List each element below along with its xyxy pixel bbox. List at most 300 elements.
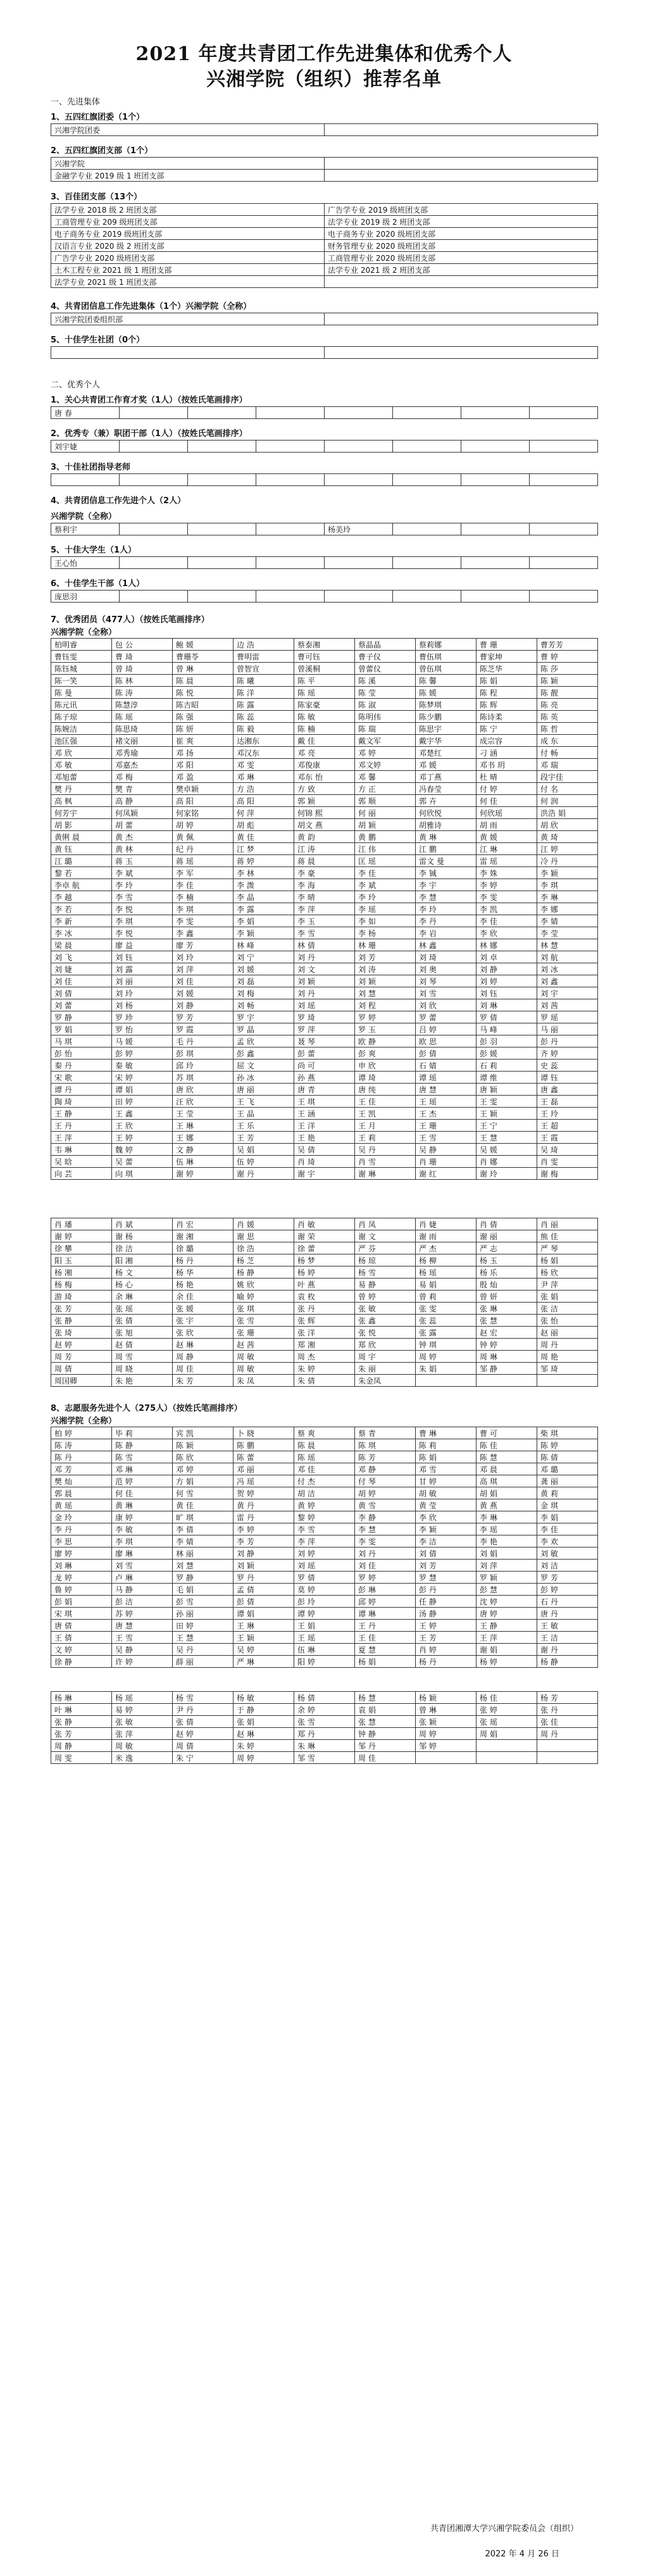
table-cell: 尹 萍 <box>537 1279 598 1291</box>
table-cell <box>416 1375 477 1387</box>
table-cell: 李 宇 <box>416 879 477 891</box>
table-row <box>51 1072 598 1084</box>
table-row <box>51 855 598 867</box>
table-cell: 徐 浩 <box>234 1242 294 1254</box>
table-cell <box>256 557 325 569</box>
table-cell: 谭 琦 <box>355 1072 416 1084</box>
nominee-table <box>51 523 598 535</box>
table-cell: 刘 洁 <box>537 1560 598 1572</box>
table-cell: 于 静 <box>234 1704 294 1716</box>
table-cell: 周 宇 <box>355 1351 416 1363</box>
table-cell: 唐 慧 <box>416 1084 477 1096</box>
table-cell: 殷 灿 <box>477 1279 537 1291</box>
table-cell: 彭 蕾 <box>294 1047 355 1060</box>
table-cell: 郭 卉 <box>416 795 477 807</box>
table-cell: 杨 玉 <box>477 1254 537 1266</box>
table-cell: 周 娟 <box>477 1728 537 1740</box>
table-row <box>51 1023 598 1035</box>
table-cell: 黄 莉 <box>537 1487 598 1499</box>
table-cell: 周 琳 <box>477 1351 537 1363</box>
table-cell: 张 芳 <box>51 1728 112 1740</box>
table-cell: 陈思宇 <box>416 723 477 735</box>
table-cell <box>120 474 188 486</box>
table-cell <box>325 474 393 486</box>
table-cell: 文 婷 <box>51 1644 112 1656</box>
table-cell: 谭 婷 <box>294 1608 355 1620</box>
table-cell: 黄 雪 <box>355 1499 416 1511</box>
table-row <box>51 1279 598 1291</box>
table-cell: 周 雯 <box>51 1752 112 1764</box>
table-cell <box>325 407 393 419</box>
table-cell: 曾 琳 <box>416 1704 477 1716</box>
table-cell <box>188 523 256 535</box>
table-cell: 刘 磊 <box>234 975 294 987</box>
table-cell: 刘 畅 <box>234 999 294 1011</box>
table-cell: 李 雪 <box>112 891 173 903</box>
table-cell: 黄 燕 <box>477 1499 537 1511</box>
table-cell: 陈 欣 <box>173 1451 234 1463</box>
table-cell: 李 军 <box>173 867 234 879</box>
table-cell: 柏 婷 <box>51 1427 112 1439</box>
table-cell: 蔡利宇 <box>51 523 120 535</box>
table-cell: 刘 瑶 <box>294 999 355 1011</box>
table-cell: 邓 丽 <box>234 1463 294 1475</box>
table-cell: 易 婷 <box>112 1704 173 1716</box>
table-cell: 法学专业 2018 级 2 班团支部 <box>51 204 325 216</box>
nominee-table <box>51 203 598 288</box>
table-cell: 谭 娟 <box>234 1608 294 1620</box>
table-cell: 樊 青 <box>112 783 173 795</box>
table-cell: 陈 强 <box>173 711 234 723</box>
table-cell: 邓 阳 <box>173 759 234 771</box>
table-cell: 刘 梅 <box>234 987 294 999</box>
table-cell: 毕 莉 <box>112 1427 173 1439</box>
table-cell: 张 珊 <box>234 1327 294 1339</box>
table-row <box>51 1291 598 1303</box>
table-cell: 罗 萍 <box>294 1023 355 1035</box>
table-cell: 朱 琳 <box>294 1740 355 1752</box>
table-cell: 李 琪 <box>112 915 173 927</box>
table-row <box>51 252 598 264</box>
table-cell <box>188 591 256 603</box>
table-cell: 王 琳 <box>234 1620 294 1632</box>
table-cell: 邓 晨 <box>477 1463 537 1475</box>
table-cell: 朱 婷 <box>234 1740 294 1752</box>
table-cell: 谭 瑶 <box>416 1072 477 1084</box>
table-cell: 邓 婷 <box>173 1463 234 1475</box>
table-cell: 谢 丽 <box>477 1230 537 1242</box>
table-cell: 曹 可 <box>477 1427 537 1439</box>
table-cell: 肖 珊 <box>416 1156 477 1168</box>
table-row <box>51 699 598 711</box>
table-cell: 李 斌 <box>355 879 416 891</box>
table-row <box>51 1475 598 1487</box>
table-cell: 陈慧淳 <box>112 699 173 711</box>
table-cell: 郭 颖 <box>294 795 355 807</box>
table-row <box>51 927 598 939</box>
table-cell: 张 倩 <box>112 1315 173 1327</box>
table-cell: 王 超 <box>537 1120 598 1132</box>
table-row <box>51 557 598 569</box>
table-cell: 柴 琪 <box>537 1427 598 1439</box>
table-cell: 邓 静 <box>355 1463 416 1475</box>
table-cell: 杨 梦 <box>294 1254 355 1266</box>
table-cell <box>120 407 188 419</box>
table-row <box>51 1572 598 1584</box>
table-cell: 王 乐 <box>234 1120 294 1132</box>
table-row <box>51 1242 598 1254</box>
table-cell: 李 凯 <box>477 903 537 915</box>
table-cell: 曾智宣 <box>234 663 294 675</box>
table-cell: 包 公 <box>112 639 173 651</box>
table-cell: 肖 斌 <box>112 1218 173 1230</box>
table-cell: 朱 娟 <box>416 1363 477 1375</box>
table-cell: 陈 哲 <box>537 723 598 735</box>
table-cell: 秦 丹 <box>51 1060 112 1072</box>
table-cell: 唐 鑫 <box>537 1084 598 1096</box>
table-cell: 薛 丽 <box>173 1656 234 1668</box>
subsection-title: 1、关心共青团工作育才奖（1人）（按姓氏笔画排序） <box>51 396 247 405</box>
table-cell: 柏明睿 <box>51 639 112 651</box>
table-cell: 周 静 <box>51 1740 112 1752</box>
nominee-table <box>51 556 598 569</box>
table-cell: 邓 亮 <box>294 747 355 759</box>
table-cell: 甘 婷 <box>416 1475 477 1487</box>
table-cell: 刘 颖 <box>294 975 355 987</box>
table-cell: 李 丹 <box>416 915 477 927</box>
table-cell: 杨 婷 <box>294 1266 355 1279</box>
table-cell: 陈 婷 <box>537 1439 598 1451</box>
table-row <box>51 158 598 170</box>
table-cell: 韦 琳 <box>51 1144 112 1156</box>
table-cell: 罗 静 <box>51 1011 112 1023</box>
table-cell: 林 峰 <box>234 939 294 951</box>
table-cell: 沈 婷 <box>477 1596 537 1608</box>
table-cell: 邓 欣 <box>51 747 112 759</box>
table-cell: 肖 雯 <box>537 1156 598 1168</box>
table-row <box>51 170 598 182</box>
table-cell: 陈 靓 <box>537 687 598 699</box>
table-cell: 龙 婷 <box>51 1572 112 1584</box>
nominee-table <box>51 473 598 486</box>
table-cell <box>325 313 598 325</box>
table-row <box>51 264 598 276</box>
table-cell: 严 志 <box>477 1242 537 1254</box>
table-cell: 刘 文 <box>294 963 355 975</box>
table-row <box>51 1427 598 1439</box>
table-cell: 杨 文 <box>112 1266 173 1279</box>
table-cell: 陶 琦 <box>51 1096 112 1108</box>
table-cell: 刘 雪 <box>112 1560 173 1572</box>
table-cell: 张 琳 <box>477 1303 537 1315</box>
table-cell: 胡文 燕 <box>294 819 355 831</box>
table-cell: 邓 瑞 <box>537 759 598 771</box>
table-cell: 杨 芳 <box>537 1692 598 1704</box>
subsection-title: 1、五四红旗团委（1个） <box>51 113 145 122</box>
table-cell: 戴宇华 <box>416 735 477 747</box>
table-row <box>51 407 598 419</box>
table-cell: 刘 静 <box>234 1547 294 1560</box>
table-cell: 徐 攀 <box>51 1242 112 1254</box>
table-row <box>51 711 598 723</box>
table-cell: 邓俊康 <box>294 759 355 771</box>
table-cell: 李 莹 <box>537 927 598 939</box>
table-cell: 彭 鑫 <box>234 1047 294 1060</box>
table-cell: 熊 佳 <box>537 1230 598 1242</box>
table-cell: 陈子琼 <box>51 711 112 723</box>
table-cell <box>461 591 530 603</box>
table-cell: 蔡 爽 <box>294 1427 355 1439</box>
table-cell: 朱 宁 <box>173 1752 234 1764</box>
table-cell: 李 颖 <box>416 1523 477 1535</box>
table-cell: 黄 琳 <box>416 831 477 843</box>
subsection-title: 兴湘学院（全称） <box>51 512 117 522</box>
table-cell: 李 玲 <box>112 879 173 891</box>
table-cell: 范 婷 <box>112 1475 173 1487</box>
table-cell: 杨 艳 <box>173 1279 234 1291</box>
table-cell: 王 宁 <box>477 1120 537 1132</box>
table-cell: 李 如 <box>355 915 416 927</box>
table-row <box>51 1327 598 1339</box>
table-cell: 陈元讯 <box>51 699 112 711</box>
table-cell: 郑 湘 <box>294 1339 355 1351</box>
table-row <box>51 951 598 963</box>
table-cell: 张 雪 <box>234 1315 294 1327</box>
table-cell: 王 颖 <box>477 1108 537 1120</box>
table-cell: 李 露 <box>234 903 294 915</box>
table-row <box>51 915 598 927</box>
table-cell: 刘 卓 <box>477 951 537 963</box>
table-cell: 张 鑫 <box>355 1315 416 1327</box>
table-cell <box>325 124 598 136</box>
table-cell: 向 琪 <box>112 1168 173 1180</box>
table-cell: 刘 钰 <box>112 951 173 963</box>
table-row <box>51 474 598 486</box>
table-cell: 江 伟 <box>355 843 416 855</box>
table-cell: 刘 杨 <box>112 999 173 1011</box>
table-cell: 周 雪 <box>112 1351 173 1363</box>
table-cell: 蔡 青 <box>355 1427 416 1439</box>
table-cell: 冷 丹 <box>537 855 598 867</box>
table-row <box>51 1144 598 1156</box>
table-cell: 李 晶 <box>234 891 294 903</box>
table-cell: 陈钰城 <box>51 663 112 675</box>
table-cell: 彭 玲 <box>294 1596 355 1608</box>
table-cell: 李 慧 <box>416 891 477 903</box>
table-cell: 方 致 <box>294 783 355 795</box>
table-cell: 财务管理专业 2020 级班团支部 <box>325 240 598 252</box>
nominee-table <box>51 157 598 182</box>
table-cell <box>530 523 598 535</box>
table-cell: 罗 宇 <box>234 1011 294 1023</box>
table-cell: 李 铖 <box>416 867 477 879</box>
table-cell: 杨 丹 <box>173 1254 234 1266</box>
table-cell: 江 鹏 <box>416 843 477 855</box>
table-cell: 龚 丽 <box>537 1475 598 1487</box>
table-cell: 田 婷 <box>112 1096 173 1108</box>
table-cell: 高 阳 <box>173 795 234 807</box>
table-cell: 王 杰 <box>416 1108 477 1120</box>
table-row <box>51 1620 598 1632</box>
table-row <box>51 675 598 687</box>
table-cell: 田 婷 <box>173 1620 234 1632</box>
table-cell: 王 瑶 <box>294 1632 355 1644</box>
table-cell: 李 玲 <box>416 903 477 915</box>
table-cell: 游 琦 <box>51 1291 112 1303</box>
table-cell: 石 婧 <box>416 1060 477 1072</box>
table-cell: 罗 倩 <box>477 1011 537 1023</box>
table-cell: 朱 凤 <box>234 1375 294 1387</box>
table-cell <box>393 474 461 486</box>
section-heading-individuals: 二、优秀个人 <box>51 380 101 390</box>
table-row <box>51 1351 598 1363</box>
table-row <box>51 795 598 807</box>
table-cell: 周 艳 <box>537 1351 598 1363</box>
table-cell: 邓 媛 <box>416 759 477 771</box>
table-cell: 李 婷 <box>234 1523 294 1535</box>
table-cell: 金 玲 <box>51 1511 112 1523</box>
table-cell: 李 冰 <box>51 927 112 939</box>
table-cell: 张 辉 <box>294 1315 355 1327</box>
table-cell: 陈 晨 <box>294 1439 355 1451</box>
table-cell: 李 新 <box>51 915 112 927</box>
table-cell: 王 琳 <box>173 1120 234 1132</box>
table-cell: 彭 慧 <box>477 1584 537 1596</box>
table-cell: 胡 颖 <box>355 819 416 831</box>
table-cell: 王 慧 <box>477 1132 537 1144</box>
subsection-title: 2、五四红旗团支部（1个） <box>51 146 153 156</box>
table-row <box>51 1096 598 1108</box>
table-cell: 戴 佳 <box>294 735 355 747</box>
table-cell: 周 晓 <box>112 1363 173 1375</box>
table-cell: 陈 悦 <box>173 687 234 699</box>
table-cell: 李 婧 <box>173 1535 234 1547</box>
table-row <box>51 204 598 216</box>
table-cell: 陈 妍 <box>173 723 234 735</box>
table-cell: 王 洋 <box>294 1120 355 1132</box>
table-cell: 彭 琳 <box>355 1584 416 1596</box>
table-cell: 黄 丹 <box>234 1499 294 1511</box>
table-cell: 刘 婕 <box>51 963 112 975</box>
table-cell: 聂 琴 <box>294 1035 355 1047</box>
table-cell: 王 欣 <box>112 1120 173 1132</box>
table-row <box>51 1560 598 1572</box>
table-cell: 吴 丹 <box>173 1644 234 1656</box>
table-cell: 蔡泰湘 <box>294 639 355 651</box>
table-cell: 伍 琳 <box>173 1156 234 1168</box>
table-cell: 陈 平 <box>294 675 355 687</box>
table-row <box>51 651 598 663</box>
table-row <box>51 1011 598 1023</box>
table-cell: 王 静 <box>51 1108 112 1120</box>
league-members-table <box>51 638 598 1180</box>
table-cell: 杨 雪 <box>173 1692 234 1704</box>
table-cell: 曹明雷 <box>234 651 294 663</box>
table-cell: 李 倩 <box>173 1523 234 1535</box>
table-cell: 林 娜 <box>477 939 537 951</box>
table-cell: 杨 琳 <box>51 1692 112 1704</box>
table-cell: 李 溦 <box>234 879 294 891</box>
table-row <box>51 1511 598 1523</box>
table-cell: 刘 露 <box>112 963 173 975</box>
table-cell: 王 琪 <box>294 1096 355 1108</box>
table-cell: 谢 思 <box>234 1230 294 1242</box>
table-cell: 胡 影 <box>51 819 112 831</box>
table-cell: 陈 媛 <box>416 687 477 699</box>
table-cell: 罗 玉 <box>355 1023 416 1035</box>
table-cell: 赵 丽 <box>537 1327 598 1339</box>
table-cell: 严 杰 <box>416 1242 477 1254</box>
table-cell: 周 杰 <box>294 1351 355 1363</box>
table-cell: 纪 丹 <box>173 843 234 855</box>
document-title-line1: 2021 年度共青团工作先进集体和优秀个人 <box>135 43 513 65</box>
table-cell: 杨 佳 <box>477 1692 537 1704</box>
table-cell <box>416 1752 477 1764</box>
table-cell: 刘 丽 <box>112 975 173 987</box>
table-cell: 兴湘学院 <box>51 158 325 170</box>
table-cell: 吴 媛 <box>477 1144 537 1156</box>
table-cell: 鲍 媛 <box>173 639 234 651</box>
table-cell: 曹 珊 <box>477 639 537 651</box>
table-cell: 陈 倩 <box>537 1451 598 1463</box>
table-cell: 肖 敏 <box>294 1218 355 1230</box>
table-cell: 鲁 婷 <box>51 1584 112 1596</box>
table-cell: 文 静 <box>173 1144 234 1156</box>
table-cell: 罗 娟 <box>51 1023 112 1035</box>
table-cell: 邓秀瑜 <box>112 747 173 759</box>
table-cell <box>188 474 256 486</box>
table-cell: 陈 颖 <box>173 1439 234 1451</box>
table-cell: 吴 晗 <box>51 1156 112 1168</box>
table-cell: 刘 琴 <box>416 975 477 987</box>
table-cell: 陈 亮 <box>537 699 598 711</box>
table-cell: 张 娟 <box>537 1291 598 1303</box>
table-cell <box>120 591 188 603</box>
table-cell: 肖 凤 <box>355 1218 416 1230</box>
table-cell: 谢 娟 <box>477 1644 537 1656</box>
table-cell: 周 芳 <box>51 1351 112 1363</box>
college-label: 兴湘学院（全称） <box>51 1416 117 1426</box>
table-cell: 王 飞 <box>234 1096 294 1108</box>
table-row <box>51 1218 598 1230</box>
table-cell: 伍 婷 <box>234 1156 294 1168</box>
table-cell: 谢 婷 <box>173 1168 234 1180</box>
table-cell: 谢 琳 <box>355 1168 416 1180</box>
table-cell: 邓 盈 <box>173 771 234 783</box>
table-cell: 电子商务专业 2019 级班团支部 <box>51 228 325 240</box>
table-cell: 陈 颖 <box>537 675 598 687</box>
table-cell: 叶 琳 <box>51 1704 112 1716</box>
league-members-table-continued <box>51 1218 598 1387</box>
table-cell: 周 静 <box>173 1351 234 1363</box>
table-cell: 邓 琳 <box>112 1463 173 1475</box>
table-cell: 张 丹 <box>537 1704 598 1716</box>
table-cell: 李 慧 <box>355 1523 416 1535</box>
table-cell <box>530 407 598 419</box>
table-cell: 胡 婷 <box>355 1487 416 1499</box>
table-cell: 胡 敏 <box>416 1487 477 1499</box>
table-cell: 张 欣 <box>173 1327 234 1339</box>
table-cell: 杨 琼 <box>355 1254 416 1266</box>
table-cell: 张 雪 <box>294 1716 355 1728</box>
table-cell: 周 丹 <box>537 1728 598 1740</box>
table-cell: 曾溪桐 <box>294 663 355 675</box>
table-cell: 彭 怡 <box>51 1047 112 1060</box>
table-cell: 胡 雨 <box>477 819 537 831</box>
table-cell: 任 静 <box>416 1596 477 1608</box>
subsection-title: 3、百佳团支部（13个） <box>51 192 142 202</box>
table-cell: 罗 颖 <box>477 1572 537 1584</box>
